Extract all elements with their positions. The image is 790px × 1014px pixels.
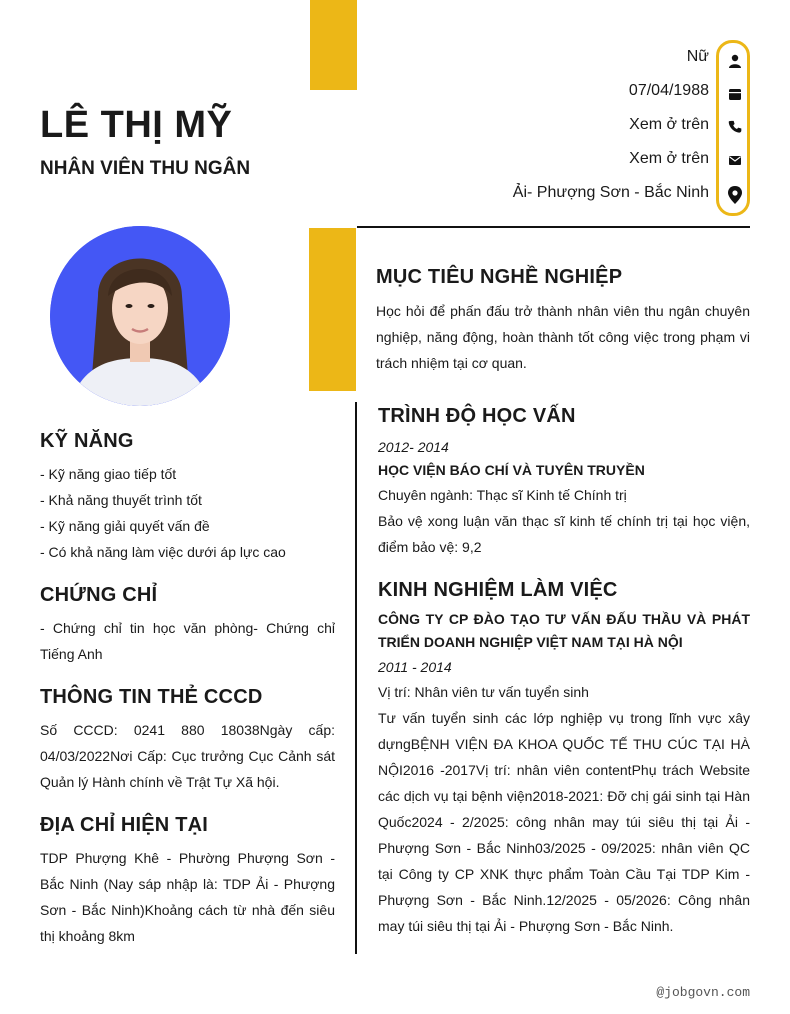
education-school: HỌC VIỆN BÁO CHÍ VÀ TUYÊN TRUYỀN (378, 462, 645, 478)
phone-value: Xem ở trên (629, 116, 709, 133)
portrait-photo (50, 226, 230, 406)
avatar (50, 226, 230, 406)
experience-company: CÔNG TY CP ĐÀO TẠO TƯ VẤN ĐẤU THẦU VÀ PHÁT TRIỂN DOANH NGHIỆP VIỆT NAM TẠI HÀ NỘI (378, 611, 750, 650)
person-icon (728, 54, 742, 68)
column-divider (355, 402, 357, 954)
experience-position: Vị trí: Nhân viên tư vấn tuyển sinh (378, 684, 589, 700)
certificates-title: CHỨNG CHỈ (40, 584, 158, 606)
job-title: NHÂN VIÊN THU NGÂN (40, 158, 251, 179)
objective-title: MỤC TIÊU NGHỀ NGHIỆP (376, 266, 623, 288)
education-detail: Bảo vệ xong luận văn thạc sĩ kinh tế chính trị tại học viện, điểm bảo vệ: 9,2 (378, 513, 750, 555)
accent-bar-top (310, 0, 357, 90)
current-address-title: ĐỊA CHỈ HIỆN TẠI (40, 814, 209, 836)
certificates-text: - Chứng chỉ tin học văn phòng- Chứng chỉ Tiếng Anh (40, 620, 335, 662)
skill-item: - Kỹ năng giải quyết vấn đề (40, 518, 210, 534)
experience-detail: Tư vấn tuyển sinh các lớp nghiệp vụ trong lĩnh vực xây dựngBỆNH VIỆN ĐA KHOA QUỐC TẾ THU CÚC TẠI HÀ NỘI2016 -2017Vị trí: nhân viên contentPhụ trách Website các dịch vụ tại bệnh viện2018-2021: Đỡ chị gái sinh tại Hàn Quốc2024 - 2/2025: công nhân may túi siêu thị tại Ải - Phượng Sơn - Bắc Ninh03/2025 - 09/2025: nhân viên QC tại Công ty CP XNK thực phẩm Toàn Cầu Tại TDP Kim - Phượng Sơn - Bắc Ninh.12/2025 - 05/2026: Công nhân may túi siêu thị tại Ải - Phượng Sơn - Bắc Ninh. (378, 710, 750, 934)
skills-title: KỸ NĂNG (40, 430, 134, 452)
education-major: Chuyên ngành: Thạc sĩ Kinh tế Chính trị (378, 487, 627, 503)
skill-item: - Khả năng thuyết trình tốt (40, 492, 202, 508)
address-value: Ải- Phượng Sơn - Bắc Ninh (512, 184, 709, 201)
watermark-text: @jobgovn.com (656, 985, 750, 1000)
calendar-icon (728, 87, 742, 101)
mail-icon (728, 153, 742, 167)
contact-icon-strip (716, 40, 750, 216)
skills-list (40, 461, 335, 565)
accent-bar-middle (309, 228, 356, 391)
location-pin-icon (727, 186, 743, 204)
objective-text: Học hỏi để phấn đấu trở thành nhân viên thu ngân chuyên nghiệp, năng động, hoàn thành tốt công việc trong phạm vi trách nhiệm tại cơ quan. (376, 303, 750, 371)
current-address-text: TDP Phượng Khê - Phường Phượng Sơn - Bắc Ninh (Nay sáp nhập là: TDP Ải - Phượng Sơn - Bắc Ninh)Khoảng cách từ nhà đến siêu thị khoảng 8km (40, 850, 335, 944)
experience-title: KINH NGHIỆM LÀM VIỆC (378, 579, 618, 601)
header-divider (357, 226, 750, 228)
email-value: Xem ở trên (629, 150, 709, 167)
skill-item: - Có khả năng làm việc dưới áp lực cao (40, 544, 286, 560)
skill-item: - Kỹ năng giao tiếp tốt (40, 466, 177, 482)
education-period: 2012- 2014 (378, 439, 449, 455)
experience-period: 2011 - 2014 (378, 659, 452, 675)
id-card-text: Số CCCD: 0241 880 18038Ngày cấp: 04/03/2022Nơi Cấp: Cục trưởng Cục Cảnh sát Quản lý Hành chính về Trật Tự Xã hội. (40, 722, 335, 790)
id-card-title: THÔNG TIN THẺ CCCD (40, 686, 263, 708)
education-title: TRÌNH ĐỘ HỌC VẤN (378, 405, 576, 427)
dob-value: 07/04/1988 (628, 82, 709, 99)
candidate-name: LÊ THỊ MỸ (40, 104, 233, 146)
phone-icon (728, 120, 742, 134)
gender-value: Nữ (686, 48, 709, 65)
